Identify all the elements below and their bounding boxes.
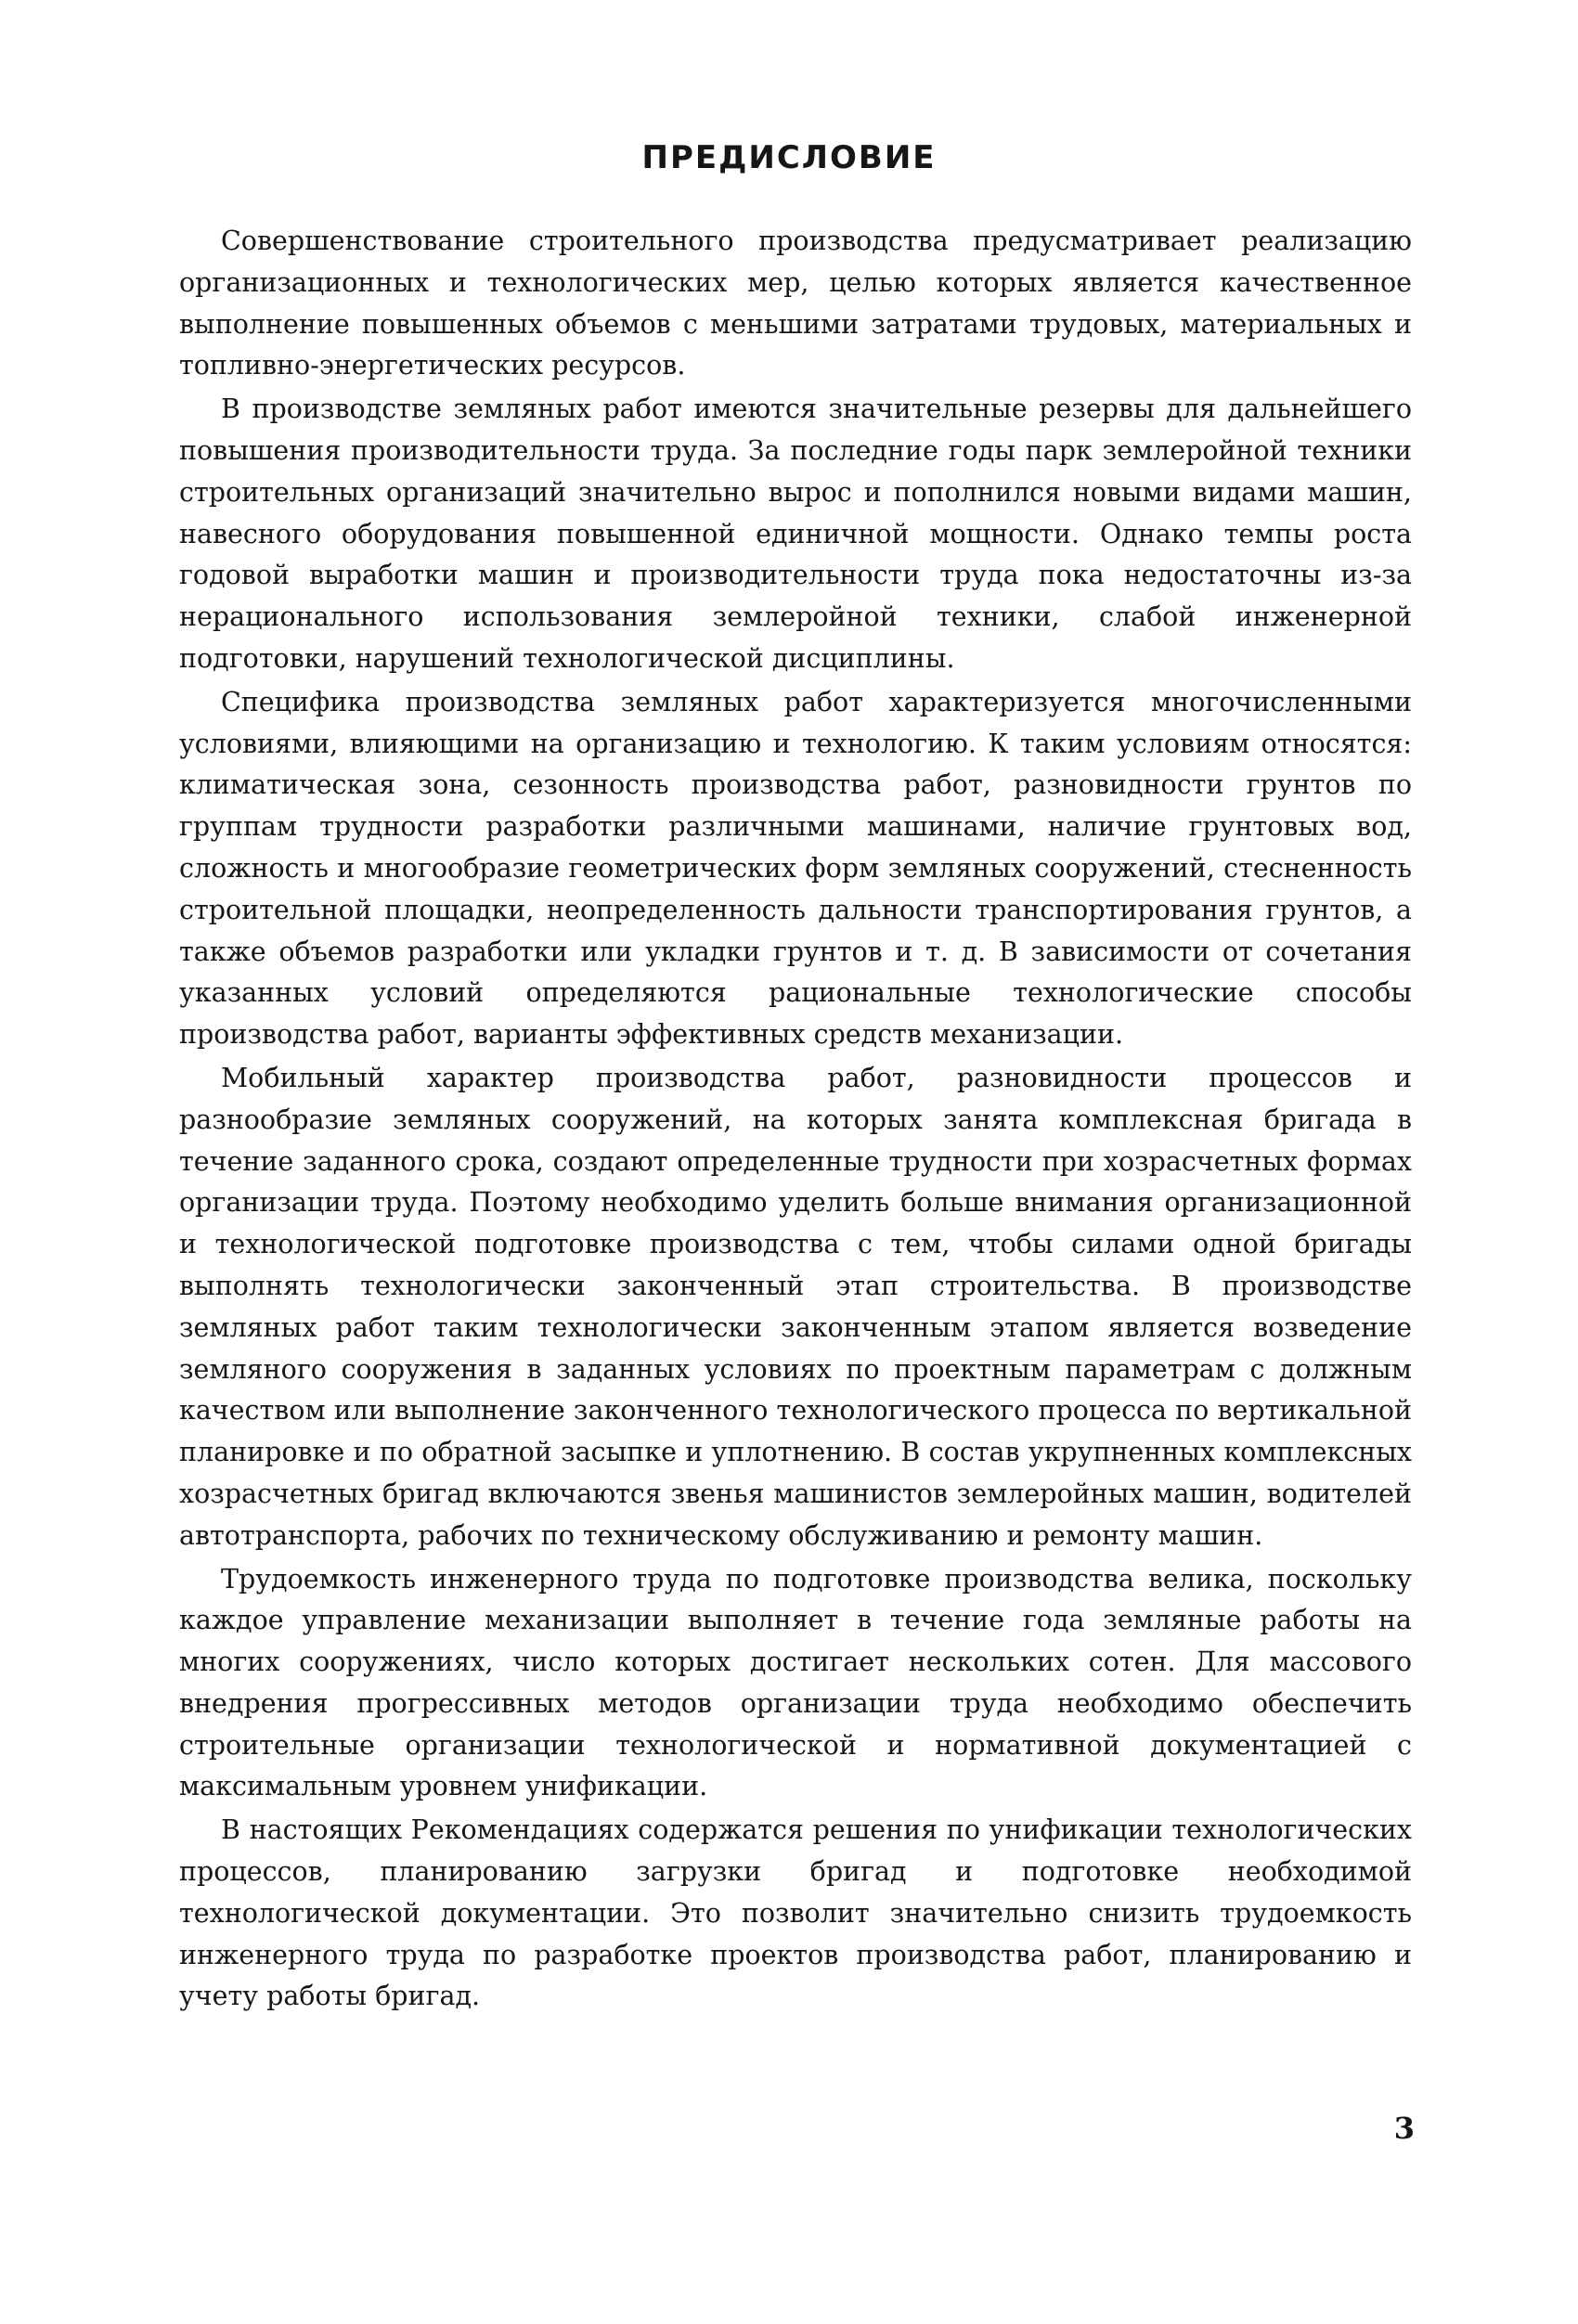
paragraph-3: Специфика производства земляных работ характеризуется многочисленными условиями, влияющими на организацию и технологию. К таким условиям относятся: климатическая зона, сезонность производства работ, разновидности грунтов по группам трудности разработки различными машинами, наличие грунтовых вод, сложность и многообразие геометрических форм земляных сооружений, стесненность строительной площадки, неопределенность дальности транспортирования грунтов, а также объемов разработки или укладки грунтов и т. д. В зависимости от сочетания указанных условий определяются рациональные технологические способы производства работ, варианты эффективных средств механизации. — [179, 686, 1412, 1051]
paragraph-5: Трудоемкость инженерного труда по подготовке производства велика, поскольку каждое управление механизации выполняет в течение года земляные работы на многих сооружениях, число которых достигает нескольких сотен. Для массового внедрения прогрессивных методов организации труда необходимо обеспечить строительные организации технологической и нормативной документацией с максимальным уровнем унификации. — [179, 1563, 1412, 1802]
paragraph-4: Мобильный характер производства работ, разновидности процессов и разнообразие земляных сооружений, на которых занята комплексная бригада в течение заданного срока, создают определенные трудности при хозрасчетных формах организации труда. Поэтому необходимо уделить больше внимания организационной и технологической подготовке производства с тем, чтобы силами одной бригады выполнять технологически законченный этап строительства. В производстве земляных работ таким технологически законченным этапом является возведение земляного сооружения в заданных условиях по проектным параметрам с должным качеством или выполнение законченного технологического процесса по вертикальной планировке и по обратной засыпке и уплотнению. В состав укрупненных комплексных хозрасчетных бригад включаются звенья машинистов землеройных машин, водителей автотранспорта, рабочих по техническому обслуживанию и ремонту машин. — [179, 1062, 1412, 1551]
paragraph-2: В производстве земляных работ имеются значительные резервы для дальнейшего повышения производительности труда. За последние годы парк землеройной техники строительных организаций значительно вырос и пополнился новыми видами машин, навесного оборудования повышенной единичной мощности. Однако темпы роста годовой выработки машин и производительности труда пока недостаточны из-за нерационального использования землеройной техники, слабой инженерной подготовки, нарушений технологической дисциплины. — [179, 394, 1412, 674]
paragraph-6: В настоящих Рекомендациях содержатся решения по унификации технологических процессов, планированию загрузки бригад и подготовке необходимой технологической документации. Это позволит значительно снизить трудоемкость инженерного труда по разработке проектов производства работ, планированию и учету работы бригад. — [179, 1814, 1412, 2012]
preface-body — [179, 221, 1412, 2020]
page-number: 3 — [1393, 2111, 1415, 2146]
page-title: ПРЕДИСЛОВИЕ — [641, 139, 937, 176]
paragraph-1: Совершенствование строительного производства предусматривает реализацию организационных и технологических мер, целью которых является качественное выполнение повышенных объемов с меньшими затратами трудовых, материальных и топливно-энергетических ресурсов. — [179, 226, 1412, 381]
